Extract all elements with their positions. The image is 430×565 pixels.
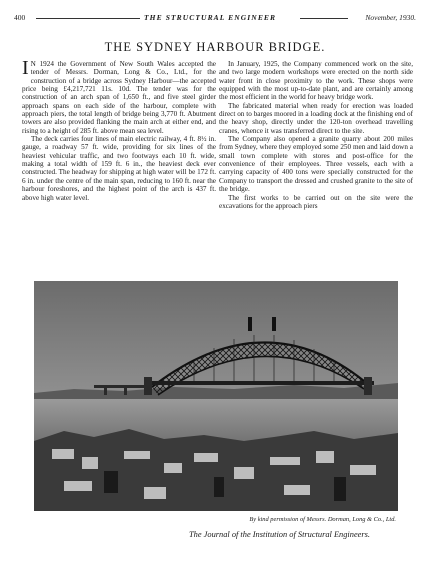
header-rule-left [36,18,140,19]
paragraph: The fabricated material when ready for erection was loaded direct on to barges moored in a loading dock at the finishing end of the heavy shop, directly under the 120-ton overhead travelling cranes, whence it was transferred direct to the site. [219,101,413,135]
header-rule-right [300,18,348,19]
paragraph: In January, 1925, the Company commenced work on the site, and two large modern workshops were erected on the north side water front in close proximity to the work. These shops were equipped with the most up-to-date plant, and are certainly among the most efficient in the world for heavy bridge work. [219,60,413,102]
drop-cap: I [22,57,29,79]
paragraph: The Company also opened a granite quarry about 200 miles from Sydney, where they employed some 250 men and laid down a small town complete with stores and post-office for the convenience of their employees. Three vessels, each with a carrying capacity of 400 tons were specially constructed for the Company to transport the dressed and crushed granite to the site of the bridge. [219,135,413,194]
paragraph: The deck carries four lines of main electric railway, 4 ft. 8½ in. gauge, a roadway 57 ft. wide, providing for six lines of the heaviest vehicular traffic, and two footways each 10 ft. wide, making a total width of 159 ft. 6 in., the heaviest deck ever constructed. The headway for shipping at high water will be 172 ft. 6 in. under the centre of the main span, reducing to 160 ft. near the harbour foreshores, and the highest point of the arch is 437 ft. above high water level. [22,135,216,202]
paragraph: The first works to be carried out on the site were the excavations for the approach piers [219,193,413,210]
article-title: THE SYDNEY HARBOUR BRIDGE. [104,40,326,54]
bridge-deck [144,381,374,385]
bridge-photo-illustration [34,281,398,511]
journal-name: THE STRUCTURAL ENGINEER [144,13,277,22]
paragraph-text: N 1924 the Government of New South Wales accepted the tender of Messrs. Dorman, Long & Co., Ltd., for the construction of a bridge across Sydney Harbour—the accepted price being £4,217,721 11s. 10d. The tender was for the construction of an arch span of 1,650 ft., and five steel girder approach spans on each side of the harbour, complete with approach piers, the total length of bridge being 3,770 ft. Abutment towers are also provided flanking the main arch at either end, and rising to a height of 285 ft. above mean sea level. [22,60,216,135]
running-header [14,13,416,23]
issue-date: November, 1930. [365,13,416,22]
photo-credit: By kind permission of Messrs. Dorman, Long & Co., Ltd. [249,516,396,523]
photo-caption: The Journal of the Institution of Structural Engineers. [189,530,370,539]
harbour-bridge-photo [34,281,398,511]
right-column [219,60,413,210]
paragraph [22,57,216,135]
page-number: 400 [14,13,26,22]
left-column [22,57,216,202]
